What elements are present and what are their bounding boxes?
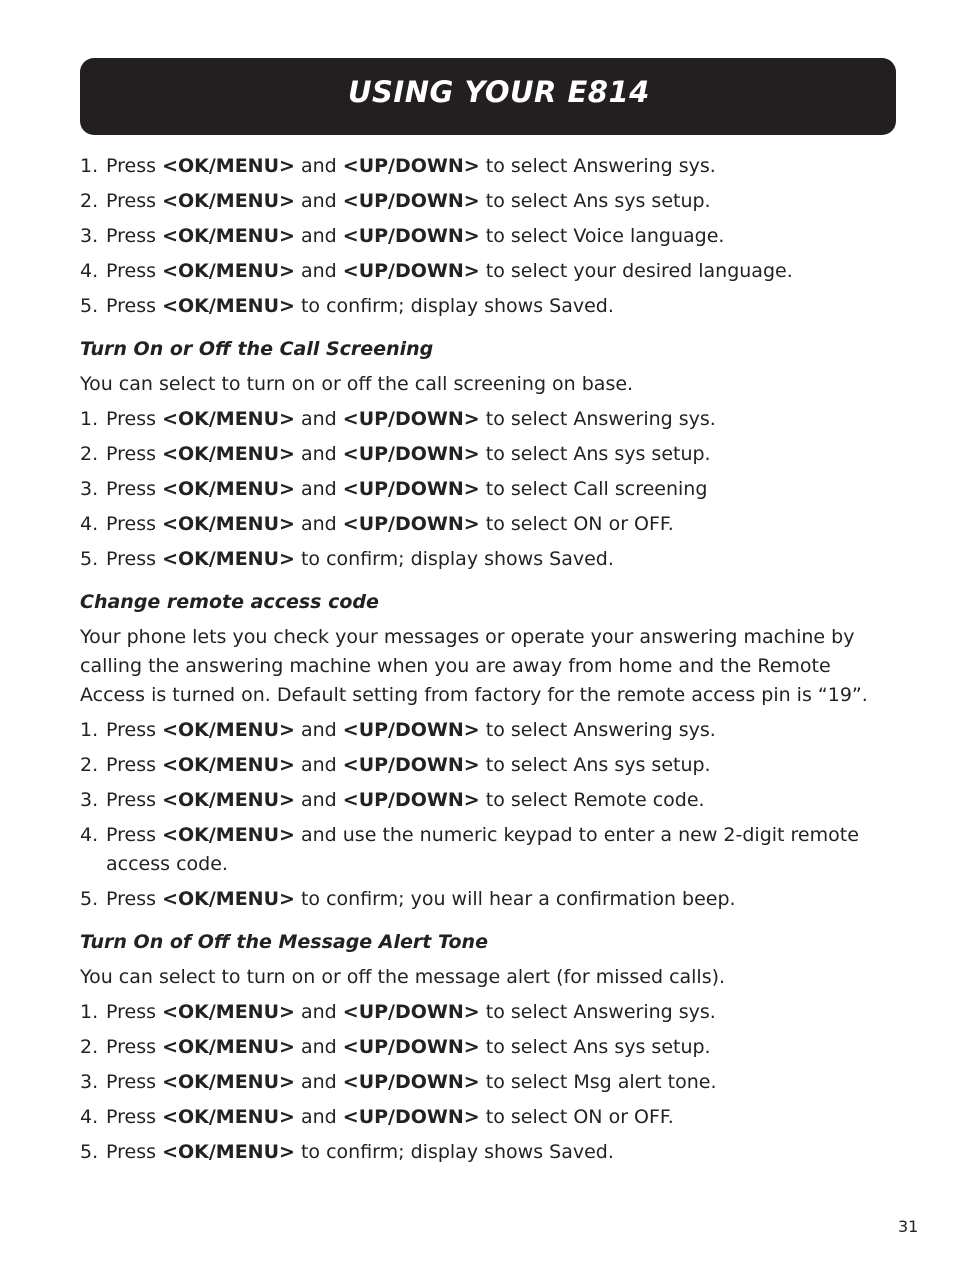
page-number: 31 — [898, 1217, 919, 1236]
section-title-remote-access: Change remote access code — [80, 591, 379, 613]
step-number: 4. — [80, 1106, 99, 1128]
step-item — [80, 885, 870, 914]
and-word: and — [300, 719, 337, 741]
step-text — [106, 716, 870, 745]
page-title: USING YOUR E814 — [348, 75, 650, 109]
and-word: and — [300, 1036, 337, 1058]
and-word: and — [300, 443, 337, 465]
step-rest: to select Answering sys. — [485, 408, 716, 430]
step-item — [80, 440, 870, 469]
step-rest: to select Ans sys setup. — [485, 754, 711, 776]
ok-menu-key: <OK/MENU> — [162, 888, 295, 910]
step-text — [106, 1138, 870, 1167]
step-rest: to confirm; display shows Saved. — [300, 548, 614, 570]
step-rest: to select ON or OFF. — [485, 1106, 674, 1128]
ok-menu-key: <OK/MENU> — [162, 1001, 295, 1023]
up-down-key: <UP/DOWN> — [342, 260, 480, 282]
page-header — [80, 58, 896, 135]
step-rest: to select Answering sys. — [485, 719, 716, 741]
up-down-key: <UP/DOWN> — [342, 225, 480, 247]
step-text — [106, 998, 870, 1027]
press-word: Press — [106, 190, 157, 212]
ok-menu-key: <OK/MENU> — [162, 225, 295, 247]
ok-menu-key: <OK/MENU> — [162, 443, 295, 465]
step-item — [80, 751, 870, 780]
step-number: 5. — [80, 1141, 99, 1163]
press-word: Press — [106, 824, 157, 846]
section-description: You can select to turn on or off the message alert (for missed calls). — [80, 966, 726, 988]
step-text — [106, 1068, 870, 1097]
section-description: Your phone lets you check your messages or operate your answering machine by calling the answering machine when you are away from home and the Remote Access is turned on. Default setting from factory for the remote access pin is “19”. — [80, 626, 868, 706]
ok-menu-key: <OK/MENU> — [162, 789, 295, 811]
step-item — [80, 998, 870, 1027]
step-number: 2. — [80, 754, 99, 776]
and-word: and — [300, 513, 337, 535]
step-rest: to confirm; you will hear a confirmation beep. — [300, 888, 736, 910]
step-number: 3. — [80, 225, 99, 247]
step-item — [80, 187, 870, 216]
press-word: Press — [106, 155, 157, 177]
step-rest: to select Msg alert tone. — [485, 1071, 717, 1093]
up-down-key: <UP/DOWN> — [342, 1001, 480, 1023]
press-word: Press — [106, 719, 157, 741]
step-rest: to select Answering sys. — [485, 1001, 716, 1023]
section-description: You can select to turn on or off the call screening on base. — [80, 373, 634, 395]
step-item — [80, 1138, 870, 1167]
step-number: 1. — [80, 719, 99, 741]
step-text — [106, 821, 870, 879]
step-text — [106, 405, 870, 434]
step-text — [106, 257, 870, 286]
step-rest: to select your desired language. — [485, 260, 793, 282]
step-text — [106, 152, 870, 181]
step-item — [80, 1103, 870, 1132]
step-rest: to select ON or OFF. — [485, 513, 674, 535]
step-text — [106, 885, 870, 914]
ok-menu-key: <OK/MENU> — [162, 1036, 295, 1058]
up-down-key: <UP/DOWN> — [342, 1036, 480, 1058]
up-down-key: <UP/DOWN> — [342, 190, 480, 212]
step-item — [80, 257, 870, 286]
step-text — [106, 1103, 870, 1132]
step-rest: to select Ans sys setup. — [485, 443, 711, 465]
press-word: Press — [106, 295, 157, 317]
up-down-key: <UP/DOWN> — [342, 719, 480, 741]
step-number: 2. — [80, 1036, 99, 1058]
and-word: and — [300, 225, 337, 247]
step-number: 1. — [80, 1001, 99, 1023]
ok-menu-key: <OK/MENU> — [162, 754, 295, 776]
ok-menu-key: <OK/MENU> — [162, 1071, 295, 1093]
step-text — [106, 510, 870, 539]
step-item — [80, 510, 870, 539]
step-text — [106, 1033, 870, 1062]
step-number: 4. — [80, 260, 99, 282]
press-word: Press — [106, 548, 157, 570]
step-text — [106, 222, 870, 251]
and-word: and — [300, 754, 337, 776]
ok-menu-key: <OK/MENU> — [162, 548, 295, 570]
and-word: and — [300, 789, 337, 811]
press-word: Press — [106, 408, 157, 430]
and-word: and — [300, 260, 337, 282]
and-word: and — [300, 478, 337, 500]
step-rest: to select Answering sys. — [485, 155, 716, 177]
step-number: 5. — [80, 548, 99, 570]
step-item — [80, 222, 870, 251]
step-text — [106, 786, 870, 815]
press-word: Press — [106, 443, 157, 465]
step-rest: and use the numeric keypad to enter a new 2-digit remote access code. — [106, 824, 859, 875]
step-number: 5. — [80, 295, 99, 317]
step-rest: to confirm; display shows Saved. — [300, 1141, 614, 1163]
up-down-key: <UP/DOWN> — [342, 443, 480, 465]
step-rest: to select Voice language. — [485, 225, 725, 247]
step-number: 4. — [80, 824, 99, 846]
step-rest: to select Call screening — [485, 478, 708, 500]
step-text — [106, 292, 870, 321]
ok-menu-key: <OK/MENU> — [162, 824, 295, 846]
up-down-key: <UP/DOWN> — [342, 513, 480, 535]
step-item — [80, 152, 870, 181]
press-word: Press — [106, 1001, 157, 1023]
step-number: 3. — [80, 789, 99, 811]
step-item — [80, 475, 870, 504]
press-word: Press — [106, 1036, 157, 1058]
step-text — [106, 440, 870, 469]
up-down-key: <UP/DOWN> — [342, 155, 480, 177]
step-item — [80, 405, 870, 434]
section-title-call-screening: Turn On or Off the Call Screening — [80, 338, 434, 360]
and-word: and — [300, 1071, 337, 1093]
step-item — [80, 786, 870, 815]
press-word: Press — [106, 1106, 157, 1128]
step-item — [80, 1068, 870, 1097]
press-word: Press — [106, 260, 157, 282]
press-word: Press — [106, 888, 157, 910]
step-text — [106, 187, 870, 216]
step-rest: to select Ans sys setup. — [485, 190, 711, 212]
up-down-key: <UP/DOWN> — [342, 789, 480, 811]
ok-menu-key: <OK/MENU> — [162, 478, 295, 500]
ok-menu-key: <OK/MENU> — [162, 408, 295, 430]
page-content — [80, 152, 870, 1173]
step-number: 3. — [80, 1071, 99, 1093]
press-word: Press — [106, 1071, 157, 1093]
ok-menu-key: <OK/MENU> — [162, 155, 295, 177]
press-word: Press — [106, 1141, 157, 1163]
ok-menu-key: <OK/MENU> — [162, 1141, 295, 1163]
press-word: Press — [106, 754, 157, 776]
ok-menu-key: <OK/MENU> — [162, 260, 295, 282]
step-item — [80, 545, 870, 574]
up-down-key: <UP/DOWN> — [342, 408, 480, 430]
step-number: 5. — [80, 888, 99, 910]
step-rest: to select Ans sys setup. — [485, 1036, 711, 1058]
step-rest: to select Remote code. — [485, 789, 705, 811]
and-word: and — [300, 155, 337, 177]
up-down-key: <UP/DOWN> — [342, 1106, 480, 1128]
step-item — [80, 1033, 870, 1062]
and-word: and — [300, 1106, 337, 1128]
step-text — [106, 545, 870, 574]
ok-menu-key: <OK/MENU> — [162, 513, 295, 535]
press-word: Press — [106, 478, 157, 500]
step-item — [80, 292, 870, 321]
step-number: 1. — [80, 408, 99, 430]
step-text — [106, 475, 870, 504]
step-number: 2. — [80, 443, 99, 465]
step-text — [106, 751, 870, 780]
ok-menu-key: <OK/MENU> — [162, 1106, 295, 1128]
step-number: 4. — [80, 513, 99, 535]
press-word: Press — [106, 789, 157, 811]
press-word: Press — [106, 225, 157, 247]
step-number: 1. — [80, 155, 99, 177]
up-down-key: <UP/DOWN> — [342, 1071, 480, 1093]
up-down-key: <UP/DOWN> — [342, 478, 480, 500]
ok-menu-key: <OK/MENU> — [162, 719, 295, 741]
ok-menu-key: <OK/MENU> — [162, 295, 295, 317]
step-item — [80, 716, 870, 745]
ok-menu-key: <OK/MENU> — [162, 190, 295, 212]
step-rest: to confirm; display shows Saved. — [300, 295, 614, 317]
step-number: 2. — [80, 190, 99, 212]
up-down-key: <UP/DOWN> — [342, 754, 480, 776]
and-word: and — [300, 1001, 337, 1023]
step-number: 3. — [80, 478, 99, 500]
and-word: and — [300, 190, 337, 212]
press-word: Press — [106, 513, 157, 535]
section-title-message-alert: Turn On of Off the Message Alert Tone — [80, 931, 488, 953]
step-item — [80, 821, 870, 879]
and-word: and — [300, 408, 337, 430]
